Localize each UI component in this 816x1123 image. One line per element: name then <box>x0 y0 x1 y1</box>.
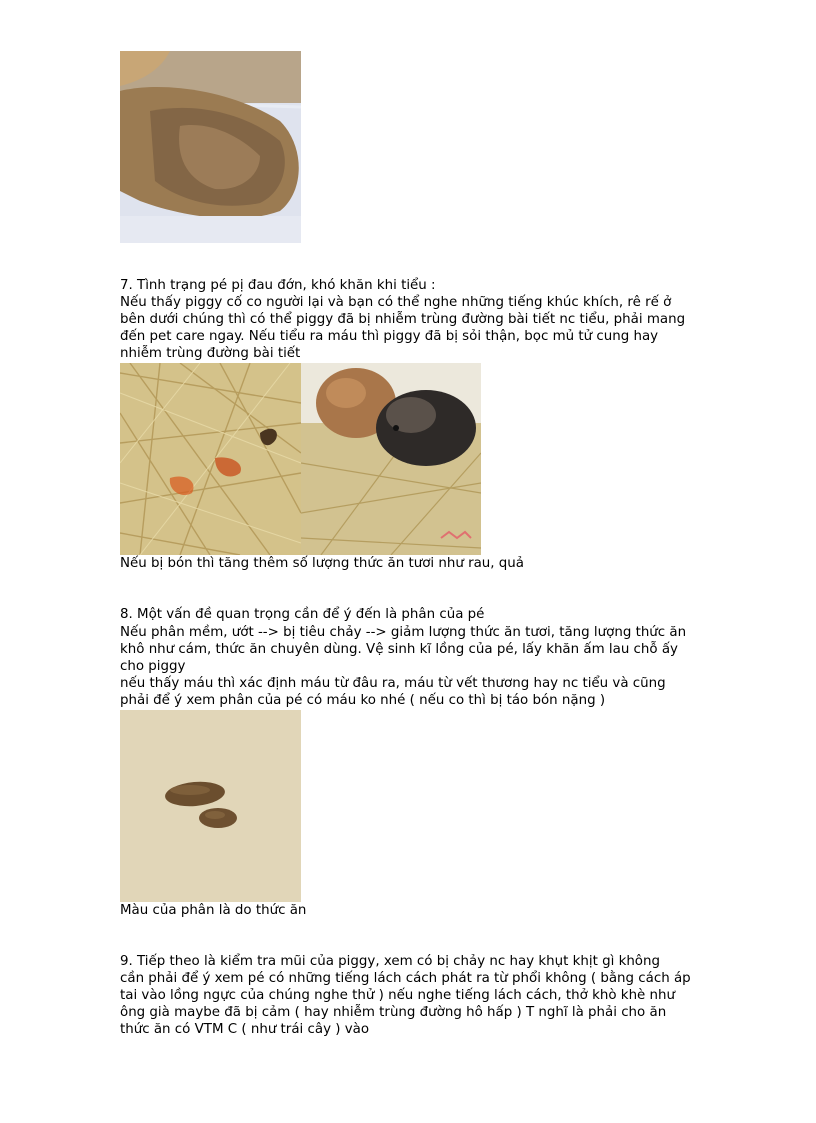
section8-caption: Màu của phân là do thức ăn <box>120 903 307 918</box>
section8-line-5: phải để ý xem phân của pé có máu ko nhé ( nếu co thì bị táo bón nặng ) <box>120 693 606 708</box>
straw-bedding-photo <box>120 363 301 555</box>
section9-line-4: ông già maybe đã bị cảm ( hay nhiễm trùng đường hô hấp ) T nghĩ là phải cho ăn <box>120 1005 667 1020</box>
section8-line-3: cho piggy <box>120 659 186 674</box>
section7-line-2: bên dưới chúng thì có thể piggy đã bị nhiễm trùng đường bài tiết nc tiểu, phải mang <box>120 312 686 327</box>
droppings-photo <box>120 710 301 902</box>
section7-caption: Nếu bị bón thì tăng thêm số lượng thức ăn tươi như rau, quả <box>120 556 524 571</box>
section9-line-3: tai vào lồng ngực của chúng nghe thử ) nếu nghe tiếng lách cách, thở khò khè như <box>120 988 676 1003</box>
section9-line-5: thức ăn có VTM C ( như trái cây ) vào <box>120 1022 370 1037</box>
section7-line-4: nhiễm trùng đường bài tiết <box>120 346 301 361</box>
guinea-pig-photo <box>120 51 301 243</box>
section7-line-1: Nếu thấy piggy cố co người lại và bạn có thể nghe những tiếng khúc khích, rê rế ở <box>120 295 672 310</box>
section8-line-2: khô như cám, thức ăn chuyên dùng. Vệ sinh kĩ lồng của pé, lấy khăn ấm lau chỗ ấy <box>120 642 678 657</box>
section7-line-3: đến pet care ngay. Nếu tiểu ra máu thì piggy đã bị sỏi thận, bọc mủ tử cung hay <box>120 329 659 344</box>
section9-line-2: cần phải để ý xem pé có những tiếng lách cách phát ra từ phổi không ( bằng cách áp <box>120 971 691 986</box>
section8-line-4: nếu thấy máu thì xác định máu từ đâu ra, máu từ vết thương hay nc tiểu và cũng <box>120 676 666 691</box>
section8-title: 8. Một vấn đề quan trọng cần để ý đến là phân của pé <box>120 607 485 622</box>
section9-line-1: 9. Tiếp theo là kiểm tra mũi của piggy, xem có bị chảy nc hay khụt khịt gì không <box>120 954 660 969</box>
section8-line-1: Nếu phân mềm, ướt --> bị tiêu chảy --> giảm lượng thức ăn tươi, tăng lượng thức ăn <box>120 625 687 640</box>
two-guinea-pigs-photo <box>301 363 481 555</box>
section7-title: 7. Tình trạng pé pị đau đớn, khó khăn khi tiểu : <box>120 278 436 293</box>
